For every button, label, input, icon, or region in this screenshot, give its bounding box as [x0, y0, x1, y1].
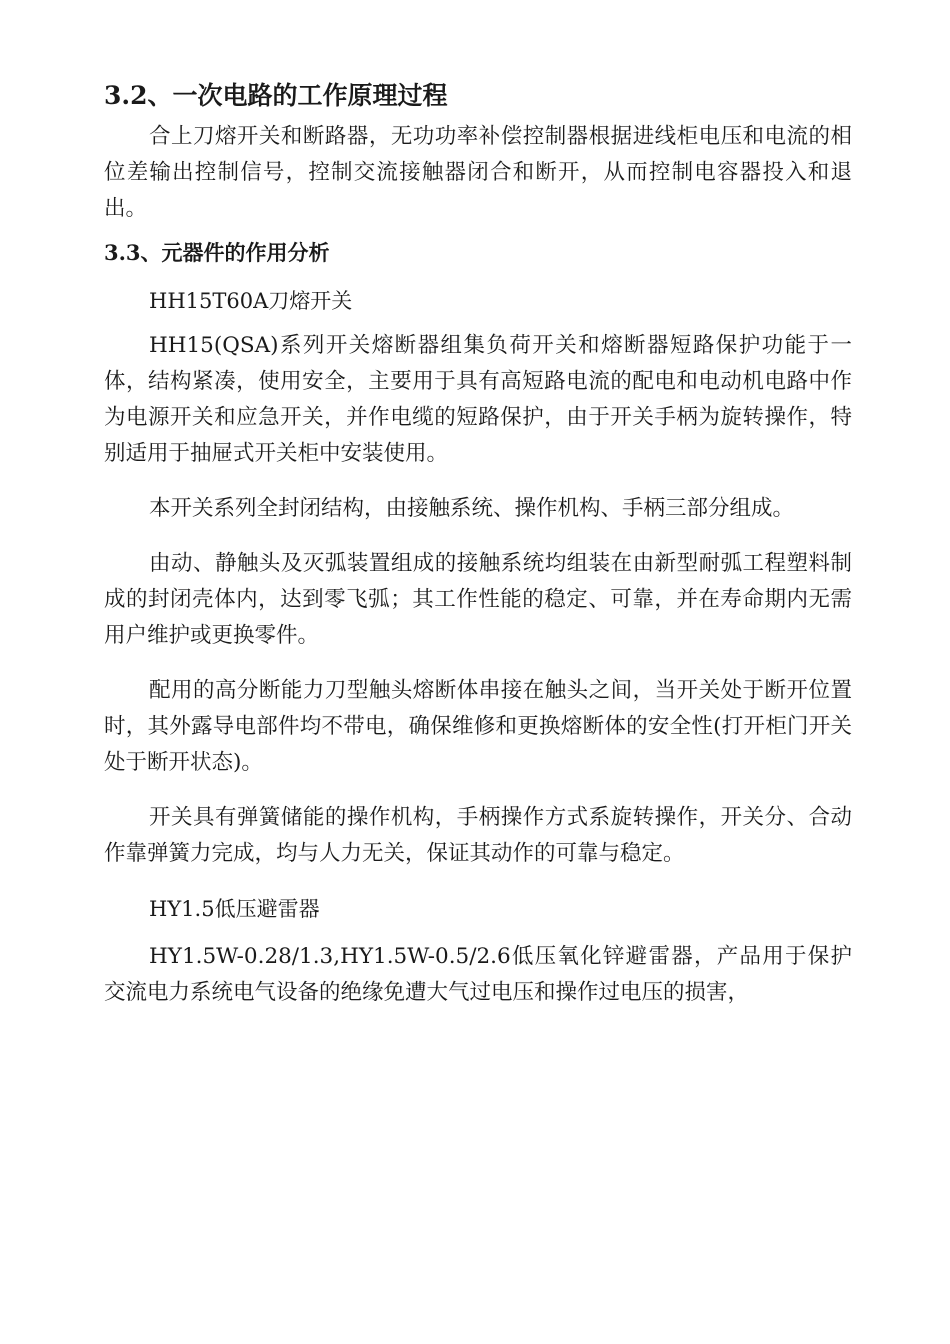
hy15-arrester-title: HY1.5低压避雷器: [149, 897, 320, 921]
section-3-3-title: 3.3、元器件的作用分析: [104, 240, 330, 265]
hh15-switch-title: HH15T60A刀熔开关: [149, 289, 353, 313]
hh15-paragraph-3: 由动、静触头及灭弧装置组成的接触系统均组装在由新型耐弧工程塑料制成的封闭壳体内，达到零飞弧；其工作性能的稳定、可靠，并在寿命期内无需用户维护或更换零件。: [104, 551, 852, 648]
hh15-paragraph-1: HH15(QSA)系列开关熔断器组集负荷开关和熔断器短路保护功能于一体，结构紧凑，使用安全，主要用于具有高短路电流的配电和电动机电路中作为电源开关和应急开关，并作电缆的短路保护，由于开关手柄为旋转操作，特别适用于抽屉式开关柜中安装使用。: [104, 333, 852, 466]
section-3-2-paragraph: 合上刀熔开关和断路器，无功功率补偿控制器根据进线柜电压和电流的相位差输出控制信号，控制交流接触器闭合和断开，从而控制电容器投入和退出。: [104, 124, 852, 221]
hh15-paragraph-5: 开关具有弹簧储能的操作机构，手柄操作方式系旋转操作，开关分、合动作靠弹簧力完成，均与人力无关，保证其动作的可靠与稳定。: [104, 805, 852, 866]
hy15-paragraph-1: HY1.5W-0.28/1.3,HY1.5W-0.5/2.6低压氧化锌避雷器，产品用于保护交流电力系统电气设备的绝缘免遭大气过电压和操作过电压的损害，: [104, 944, 852, 1005]
document-body: [104, 76, 852, 1011]
section-3-2-title: 3.2、一次电路的工作原理过程: [104, 81, 448, 110]
hh15-paragraph-4: 配用的高分断能力刀型触头熔断体串接在触头之间，当开关处于断开位置时，其外露导电部件均不带电，确保维修和更换熔断体的安全性(打开柜门开关处于断开状态)。: [104, 678, 852, 775]
hh15-paragraph-2: 本开关系列全封闭结构，由接触系统、操作机构、手柄三部分组成。: [149, 496, 795, 521]
